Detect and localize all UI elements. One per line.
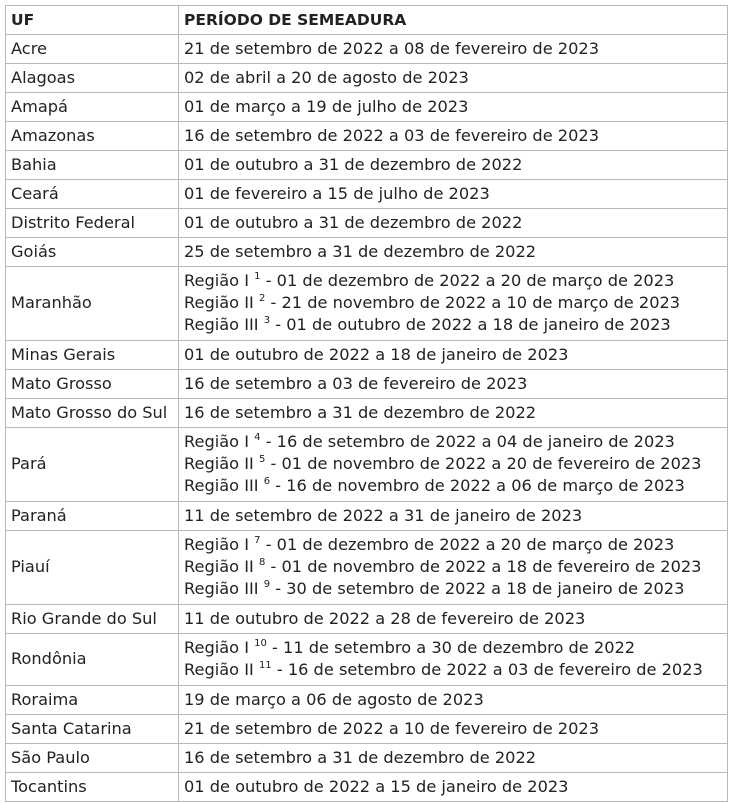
uf-cell: Bahia	[6, 151, 179, 180]
uf-cell: Roraima	[6, 686, 179, 715]
period-cell	[179, 399, 728, 428]
region-label: Região I	[184, 271, 249, 290]
region-label: Região I	[184, 638, 249, 657]
period-cell	[179, 64, 728, 93]
table-row	[6, 428, 728, 502]
period-line	[184, 776, 727, 798]
uf-cell: Tocantins	[6, 773, 179, 802]
uf-cell: Distrito Federal	[6, 209, 179, 238]
period-line	[184, 747, 727, 769]
period-line	[184, 314, 727, 336]
period-line	[184, 38, 727, 60]
period-line	[184, 373, 727, 395]
period-text: - 16 de novembro de 2022 a 06 de março de 2023	[275, 476, 685, 495]
sowing-period-table-container	[5, 5, 728, 802]
period-line	[184, 637, 727, 659]
period-cell	[179, 502, 728, 531]
period-text: 21 de setembro de 2022 a 08 de fevereiro de 2023	[184, 39, 600, 58]
header-uf: UF	[6, 6, 179, 35]
period-cell	[179, 370, 728, 399]
region-label: Região III	[184, 579, 259, 598]
region-label: Região III	[184, 315, 259, 334]
period-cell	[179, 267, 728, 341]
period-text: - 01 de dezembro de 2022 a 20 de março de 2023	[265, 535, 675, 554]
uf-cell: Mato Grosso	[6, 370, 179, 399]
period-line	[184, 402, 727, 424]
period-text: - 16 de setembro de 2022 a 03 de fevereiro de 2023	[276, 660, 703, 679]
uf-cell: Pará	[6, 428, 179, 502]
footnote-marker: 2	[258, 292, 266, 304]
period-line	[184, 534, 727, 556]
period-cell	[179, 605, 728, 634]
period-text: - 16 de setembro de 2022 a 04 de janeiro de 2023	[265, 432, 675, 451]
period-text: 01 de março a 19 de julho de 2023	[184, 97, 469, 116]
table-row	[6, 744, 728, 773]
footnote-marker: 3	[263, 314, 271, 326]
period-line	[184, 608, 727, 630]
footnote-marker: 10	[254, 637, 267, 649]
uf-cell: Mato Grosso do Sul	[6, 399, 179, 428]
uf-cell: Piauí	[6, 531, 179, 605]
uf-cell: Ceará	[6, 180, 179, 209]
region-label: Região II	[184, 557, 254, 576]
region-label: Região II	[184, 293, 254, 312]
period-cell	[179, 180, 728, 209]
period-line	[184, 453, 727, 475]
period-cell	[179, 93, 728, 122]
period-text: 01 de fevereiro a 15 de julho de 2023	[184, 184, 490, 203]
table-row	[6, 531, 728, 605]
table-row	[6, 773, 728, 802]
table-row	[6, 122, 728, 151]
period-line	[184, 154, 727, 176]
table-row	[6, 634, 728, 686]
period-text: 01 de outubro a 31 de dezembro de 2022	[184, 213, 523, 232]
period-cell	[179, 238, 728, 267]
period-cell	[179, 341, 728, 370]
table-row	[6, 180, 728, 209]
table-row	[6, 502, 728, 531]
period-text: - 01 de novembro de 2022 a 18 de fevereiro de 2023	[270, 557, 702, 576]
footnote-marker: 1	[254, 270, 261, 282]
uf-cell: Minas Gerais	[6, 341, 179, 370]
period-line	[184, 96, 727, 118]
period-cell	[179, 122, 728, 151]
period-line	[184, 578, 727, 600]
table-header-row	[6, 6, 728, 35]
uf-cell: Amapá	[6, 93, 179, 122]
period-text: 01 de outubro a 31 de dezembro de 2022	[184, 155, 523, 174]
uf-cell: Alagoas	[6, 64, 179, 93]
period-line	[184, 344, 727, 366]
header-sowing-period: PERÍODO DE SEMEADURA	[179, 6, 728, 35]
uf-cell: Rio Grande do Sul	[6, 605, 179, 634]
uf-cell: Santa Catarina	[6, 715, 179, 744]
table-row	[6, 93, 728, 122]
period-cell	[179, 773, 728, 802]
period-line	[184, 689, 727, 711]
period-text: 21 de setembro de 2022 a 10 de fevereiro de 2023	[184, 719, 600, 738]
uf-cell: Maranhão	[6, 267, 179, 341]
region-label: Região II	[184, 454, 254, 473]
period-cell	[179, 686, 728, 715]
period-cell	[179, 744, 728, 773]
period-line	[184, 125, 727, 147]
period-line	[184, 241, 727, 263]
table-row	[6, 64, 728, 93]
footnote-marker: 7	[254, 534, 261, 546]
uf-cell: Goiás	[6, 238, 179, 267]
period-line	[184, 556, 727, 578]
period-line	[184, 659, 727, 681]
footnote-marker: 11	[258, 659, 272, 671]
uf-cell: Acre	[6, 35, 179, 64]
region-label: Região I	[184, 432, 249, 451]
uf-cell: Rondônia	[6, 634, 179, 686]
period-text: - 30 de setembro de 2022 a 18 de janeiro de 2023	[275, 579, 685, 598]
period-text: - 01 de novembro de 2022 a 20 de fevereiro de 2023	[270, 454, 702, 473]
period-text: 11 de outubro de 2022 a 28 de fevereiro de 2023	[184, 609, 586, 628]
region-label: Região II	[184, 660, 254, 679]
table-row	[6, 370, 728, 399]
period-text: - 21 de novembro de 2022 a 10 de março de 2023	[270, 293, 681, 312]
table-row	[6, 209, 728, 238]
period-text: - 01 de dezembro de 2022 a 20 de março de 2023	[265, 271, 675, 290]
table-row	[6, 35, 728, 64]
region-label: Região III	[184, 476, 259, 495]
table-body	[6, 35, 728, 802]
period-line	[184, 505, 727, 527]
region-label: Região I	[184, 535, 249, 554]
period-text: 16 de setembro a 03 de fevereiro de 2023	[184, 374, 528, 393]
period-line	[184, 431, 727, 453]
footnote-marker: 5	[258, 453, 266, 465]
period-cell	[179, 531, 728, 605]
period-text: 16 de setembro de 2022 a 03 de fevereiro de 2023	[184, 126, 600, 145]
uf-cell: São Paulo	[6, 744, 179, 773]
period-text: - 11 de setembro a 30 de dezembro de 2022	[272, 638, 636, 657]
period-cell	[179, 209, 728, 238]
period-text: 02 de abril a 20 de agosto de 2023	[184, 68, 469, 87]
period-cell	[179, 428, 728, 502]
period-cell	[179, 35, 728, 64]
period-text: 16 de setembro a 31 de dezembro de 2022	[184, 748, 537, 767]
table-row	[6, 399, 728, 428]
uf-cell: Paraná	[6, 502, 179, 531]
period-cell	[179, 715, 728, 744]
period-text: 16 de setembro a 31 de dezembro de 2022	[184, 403, 537, 422]
period-text: 01 de outubro de 2022 a 18 de janeiro de 2023	[184, 345, 569, 364]
footnote-marker: 6	[263, 475, 271, 487]
period-line	[184, 67, 727, 89]
period-line	[184, 718, 727, 740]
period-text: 11 de setembro de 2022 a 31 de janeiro de 2023	[184, 506, 583, 525]
table-row	[6, 715, 728, 744]
uf-cell: Amazonas	[6, 122, 179, 151]
period-text: - 01 de outubro de 2022 a 18 de janeiro de 2023	[275, 315, 671, 334]
period-line	[184, 292, 727, 314]
table-row	[6, 151, 728, 180]
period-cell	[179, 634, 728, 686]
sowing-period-table	[5, 5, 728, 802]
period-line	[184, 475, 727, 497]
table-row	[6, 267, 728, 341]
footnote-marker: 9	[263, 578, 271, 590]
table-row	[6, 605, 728, 634]
period-line	[184, 270, 727, 292]
table-row	[6, 686, 728, 715]
period-line	[184, 212, 727, 234]
period-text: 25 de setembro a 31 de dezembro de 2022	[184, 242, 537, 261]
table-row	[6, 341, 728, 370]
table-row	[6, 238, 728, 267]
footnote-marker: 8	[258, 556, 266, 568]
period-text: 01 de outubro de 2022 a 15 de janeiro de 2023	[184, 777, 569, 796]
period-text: 19 de março a 06 de agosto de 2023	[184, 690, 484, 709]
period-cell	[179, 151, 728, 180]
period-line	[184, 183, 727, 205]
footnote-marker: 4	[254, 431, 261, 443]
